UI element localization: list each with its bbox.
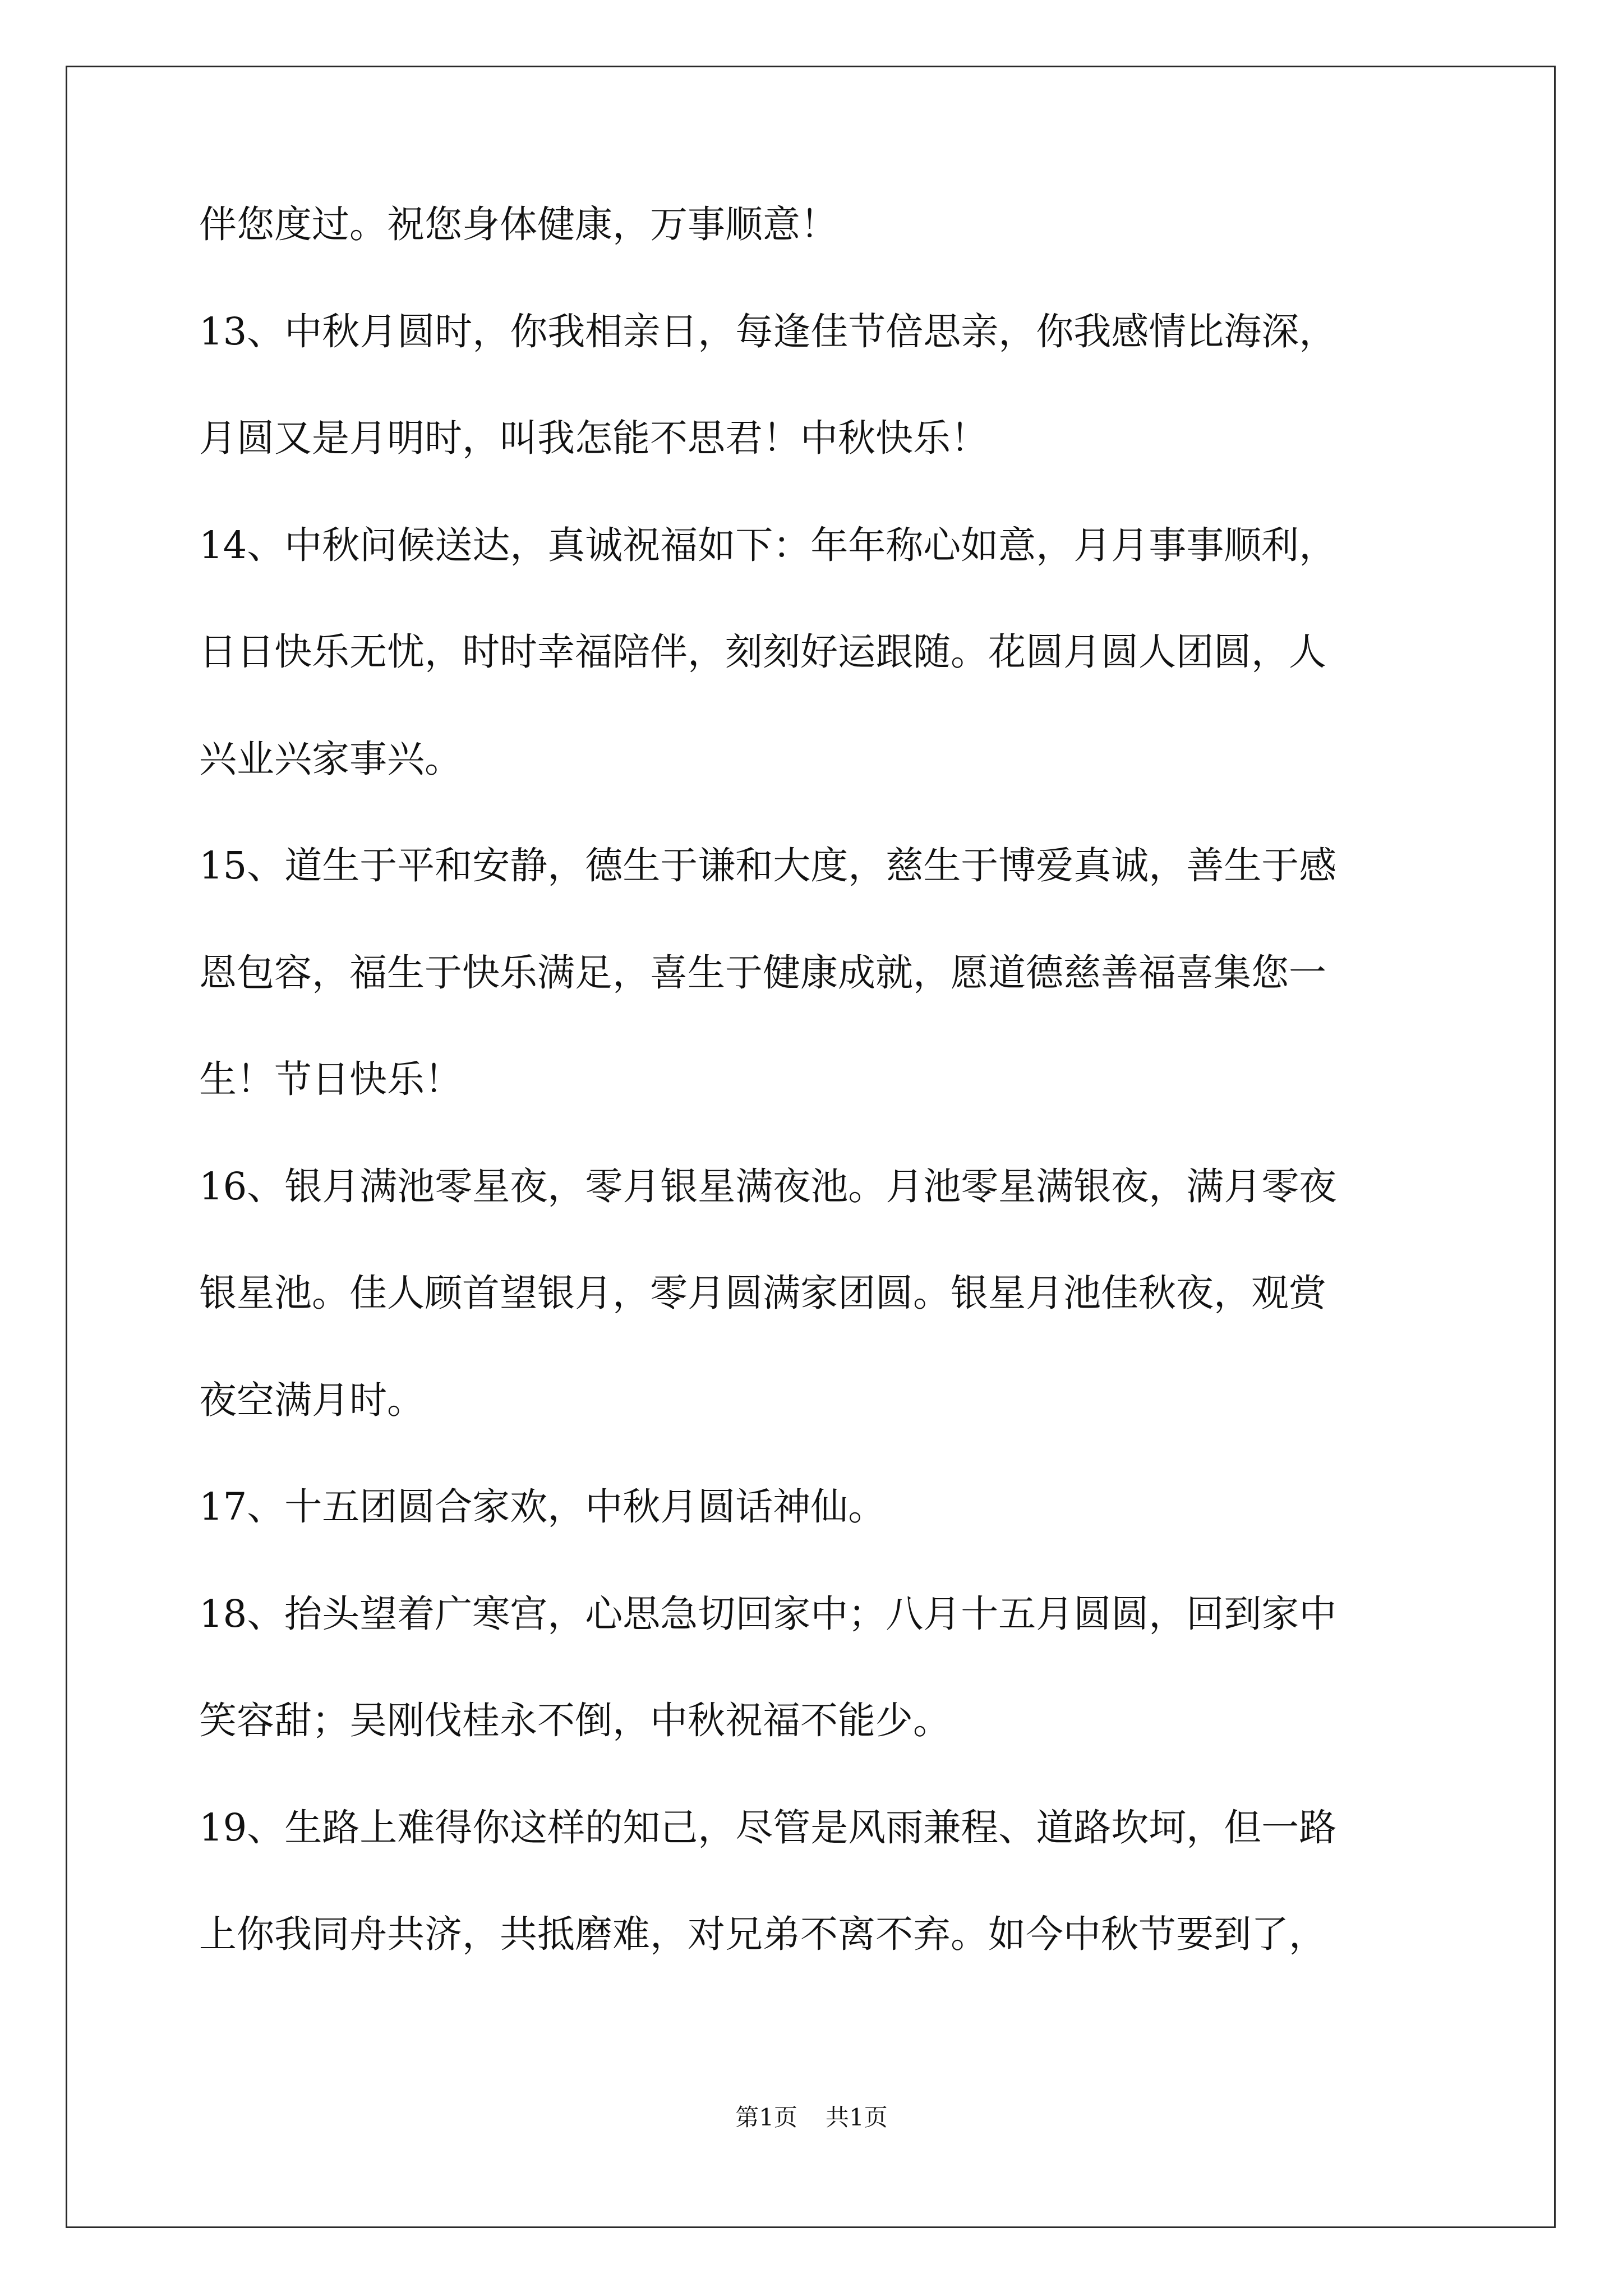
text-line: 14、中秋问候送达，真诚祝福如下：年年称心如意，月月事事顺利， bbox=[199, 523, 1337, 567]
paragraph-14 bbox=[199, 523, 1450, 844]
text-line: 19、生路上难得你这样的知己，尽管是风雨兼程、道路坎坷，但一路 bbox=[199, 1805, 1337, 1849]
text-line: 恩包容，福生于快乐满足，喜生于健康成就，愿道德慈善福喜集您一 bbox=[199, 950, 1326, 995]
paragraph-15 bbox=[199, 843, 1450, 1164]
text-line: 伴您度过。祝您身体健康，万事顺意！ bbox=[199, 203, 838, 246]
text-line: 15、道生于平和安静，德生于谦和大度，慈生于博爱真诚，善生于感 bbox=[199, 844, 1337, 887]
paragraph-18 bbox=[199, 1591, 1450, 1805]
text-line: 13、中秋月圆时，你我相亲日，每逢佳节倍思亲，你我感情比海深， bbox=[199, 309, 1337, 353]
paragraph bbox=[199, 202, 1450, 309]
text-line: 16、银月满池零星夜，零月银星满夜池。月池零星满银夜，满月零夜 bbox=[199, 1164, 1337, 1208]
text-line: 上你我同舟共济，共抵磨难，对兄弟不离不弃。如今中秋节要到了， bbox=[199, 1912, 1326, 1956]
text-line: 生！节日快乐！ bbox=[199, 1057, 462, 1101]
text-line: 银星池。佳人顾首望银月，零月圆满家团圆。银星月池佳秋夜，观赏 bbox=[199, 1271, 1326, 1315]
text-line: 夜空满月时。 bbox=[199, 1378, 425, 1422]
text-line: 日日快乐无忧，时时幸福陪伴，刻刻好运跟随。花圆月圆人团圆，人 bbox=[199, 630, 1326, 674]
text-line: 笑容甜；吴刚伐桂永不倒，中秋祝福不能少。 bbox=[199, 1699, 951, 1742]
text-line: 月圆又是月明时，叫我怎能不思君！中秋快乐！ bbox=[199, 416, 988, 460]
page-footer bbox=[0, 2104, 1623, 2132]
paragraph-16 bbox=[199, 1164, 1450, 1485]
paragraph-17 bbox=[199, 1484, 1450, 1591]
page-total: 共1页 bbox=[826, 2104, 888, 2131]
page-number: 第1页 bbox=[735, 2104, 797, 2131]
text-line: 18、抬头望着广寒宫，心思急切回家中；八月十五月圆圆，回到家中 bbox=[199, 1591, 1337, 1636]
paragraph-19 bbox=[199, 1805, 1450, 2019]
text-line: 兴业兴家事兴。 bbox=[199, 737, 462, 781]
document-body bbox=[199, 202, 1450, 2019]
paragraph-13 bbox=[199, 309, 1450, 523]
text-line: 17、十五团圆合家欢，中秋月圆话神仙。 bbox=[199, 1485, 886, 1529]
